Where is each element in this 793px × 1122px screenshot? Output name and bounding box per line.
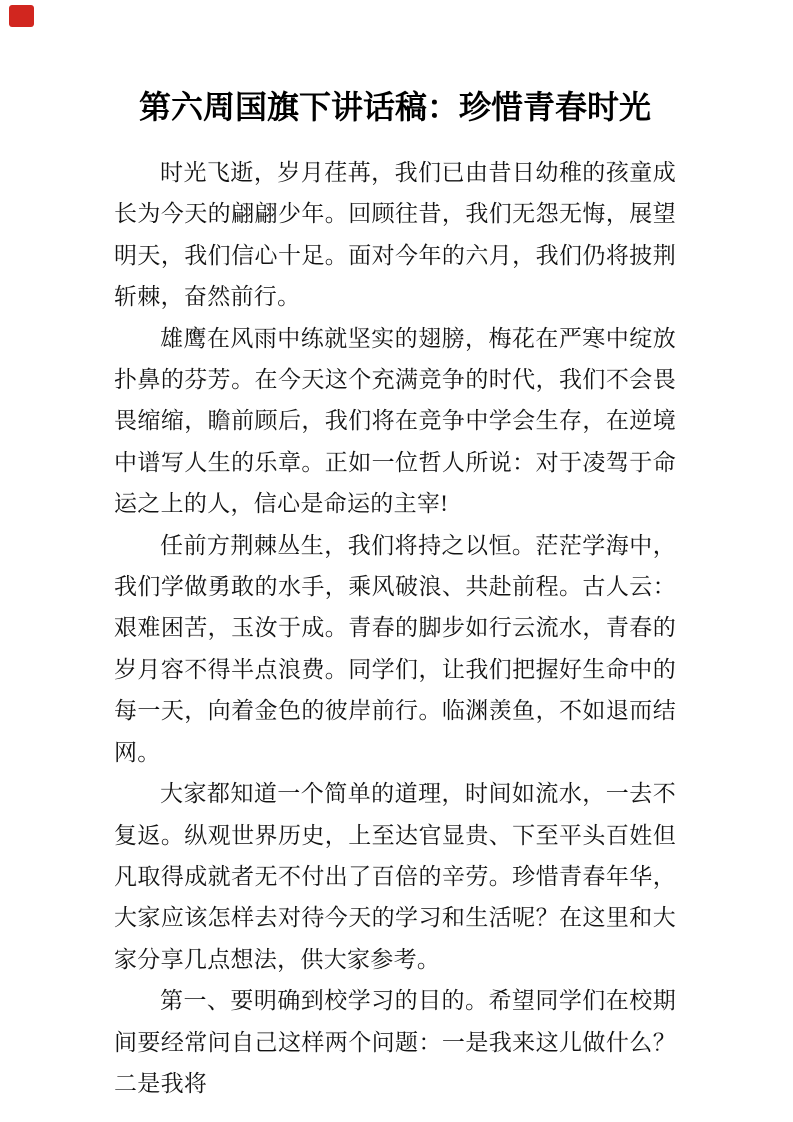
- red-corner-badge: [9, 5, 34, 27]
- paragraph-time-flows: 大家都知道一个简单的道理，时间如流水，一去不复返。纵观世界历史，上至达官显贵、下至平头百姓但凡取得成就者无不付出了百倍的辛劳。珍惜青春年华，大家应该怎样去对待今天的学习和生活呢？在这里和大家分享几点想法，供大家参考。: [114, 781, 676, 972]
- paragraph-perseverance: 任前方荆棘丛生，我们将持之以恒。茫茫学海中，我们学做勇敢的水手，乘风破浪、共赴前程。古人云：艰难困苦，玉汝于成。青春的脚步如行云流水，青春的岁月容不得半点浪费。同学们，让我们把握好生命中的每一天，向着金色的彼岸前行。临渊羡鱼，不如退而结网。: [114, 532, 676, 765]
- paragraph-intro: 时光飞逝，岁月荏苒，我们已由昔日幼稚的孩童成长为今天的翩翩少年。回顾往昔，我们无怨无悔，展望明天，我们信心十足。面对今年的六月，我们仍将披荆斩棘，奋然前行。: [114, 160, 676, 310]
- document-content: [114, 0, 676, 1104]
- paragraph-eagle-plum: 雄鹰在风雨中练就坚实的翅膀，梅花在严寒中绽放扑鼻的芬芳。在今天这个充满竞争的时代，我们不会畏畏缩缩，瞻前顾后，我们将在竞争中学会生存，在逆境中谱写人生的乐章。正如一位哲人所说：对于凌驾于命运之上的人，信心是命运的主宰!: [114, 325, 676, 517]
- document-title: 第六周国旗下讲话稿：珍惜青春时光: [138, 89, 651, 125]
- paragraph-first-point: 第一、要明确到校学习的目的。希望同学们在校期间要经常问自己这样两个问题：一是我来这儿做什么？二是我将: [114, 988, 676, 1096]
